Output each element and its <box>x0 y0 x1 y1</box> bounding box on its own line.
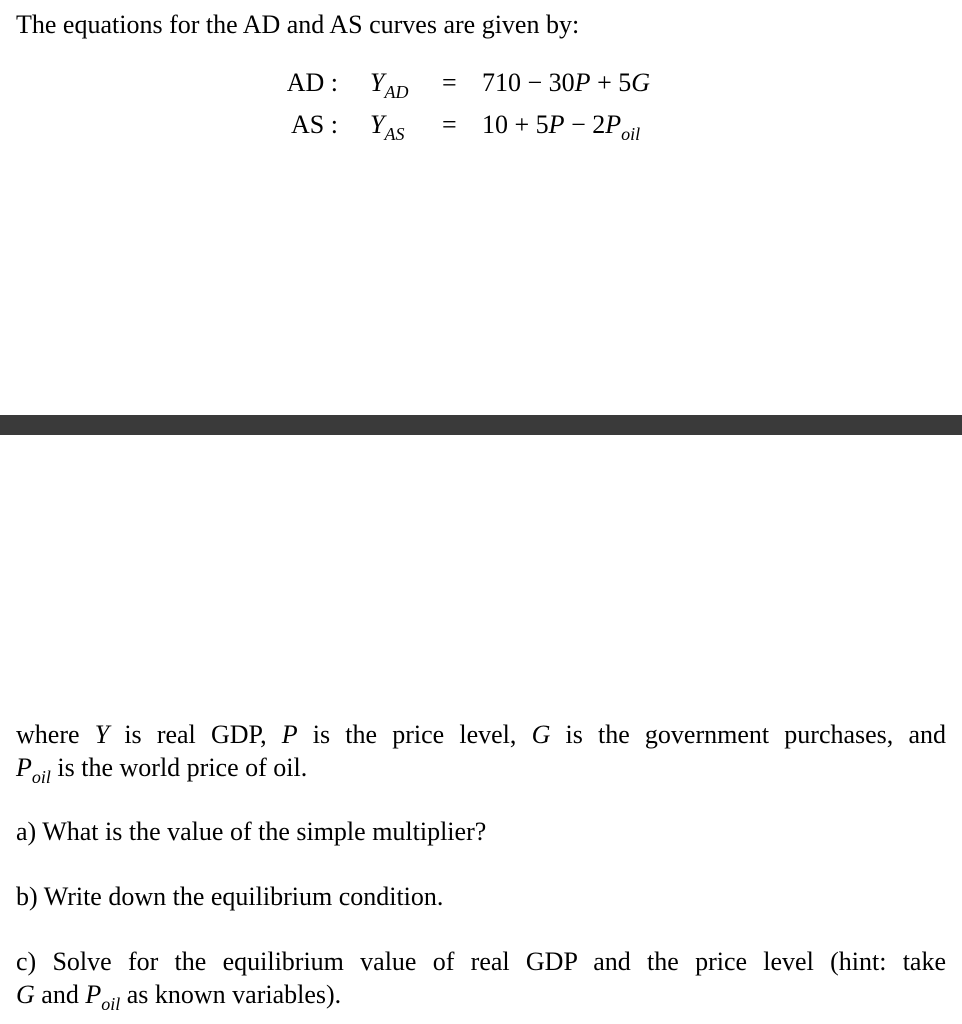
lhs-subscript: AD <box>384 82 409 102</box>
math-variable: G <box>16 980 35 1009</box>
rhs-subscript: oil <box>621 124 641 144</box>
equation-rhs <box>482 106 640 146</box>
definition-line <box>16 718 946 751</box>
math-variable: P <box>85 980 102 1009</box>
math-variable: P <box>16 753 32 782</box>
question-b: b) Write down the equilibrium condition. <box>16 882 444 911</box>
text-run: is real GDP, <box>109 720 282 749</box>
math-variable: G <box>531 720 551 749</box>
lhs-variable: Y <box>370 110 385 139</box>
equation-rhs <box>482 64 650 102</box>
text-run: is the government purchases, and <box>550 720 947 749</box>
lhs-variable: Y <box>370 68 385 97</box>
intro-text: The equations for the AD and AS curves are given by: <box>16 10 580 39</box>
equals-sign: = <box>442 110 457 139</box>
section-divider <box>0 415 962 435</box>
equation-lhs <box>370 64 408 104</box>
equation-row-as <box>0 106 962 144</box>
text-run: as known variables). <box>120 980 342 1009</box>
text-run: is the world price of oil. <box>50 753 308 782</box>
math-subscript: oil <box>31 767 51 787</box>
rhs-term: 710 − 30 <box>482 68 575 97</box>
question-c-line <box>16 978 946 1014</box>
math-subscript: oil <box>101 994 121 1014</box>
rhs-term: − 2 <box>564 110 606 139</box>
question-a: a) What is the value of the simple multiplier? <box>16 817 487 846</box>
rhs-variable: P <box>605 110 622 139</box>
text-run: and <box>34 980 86 1009</box>
lhs-subscript: AS <box>384 124 405 144</box>
equation-block <box>0 64 962 144</box>
math-variable: P <box>281 720 298 749</box>
rhs-term: 10 + 5 <box>482 110 549 139</box>
math-variable: Y <box>94 720 110 749</box>
rhs-variable: P <box>574 68 591 97</box>
equation-row-ad <box>0 64 962 102</box>
rhs-variable: G <box>631 68 651 97</box>
equation-label: AS : <box>291 110 338 139</box>
equation-label: AD : <box>286 68 338 97</box>
text-run: is the price level, <box>297 720 532 749</box>
question-c <box>16 945 946 1014</box>
text-run: where <box>16 720 95 749</box>
rhs-variable: P <box>548 110 565 139</box>
equation-lhs <box>370 106 404 146</box>
question-c-line: c) Solve for the equilibrium value of real GDP and the price level (hint: take <box>16 947 946 976</box>
definition-paragraph <box>16 718 946 787</box>
equals-sign: = <box>442 68 457 97</box>
rhs-term: + 5 <box>590 68 632 97</box>
definition-line <box>16 751 946 787</box>
